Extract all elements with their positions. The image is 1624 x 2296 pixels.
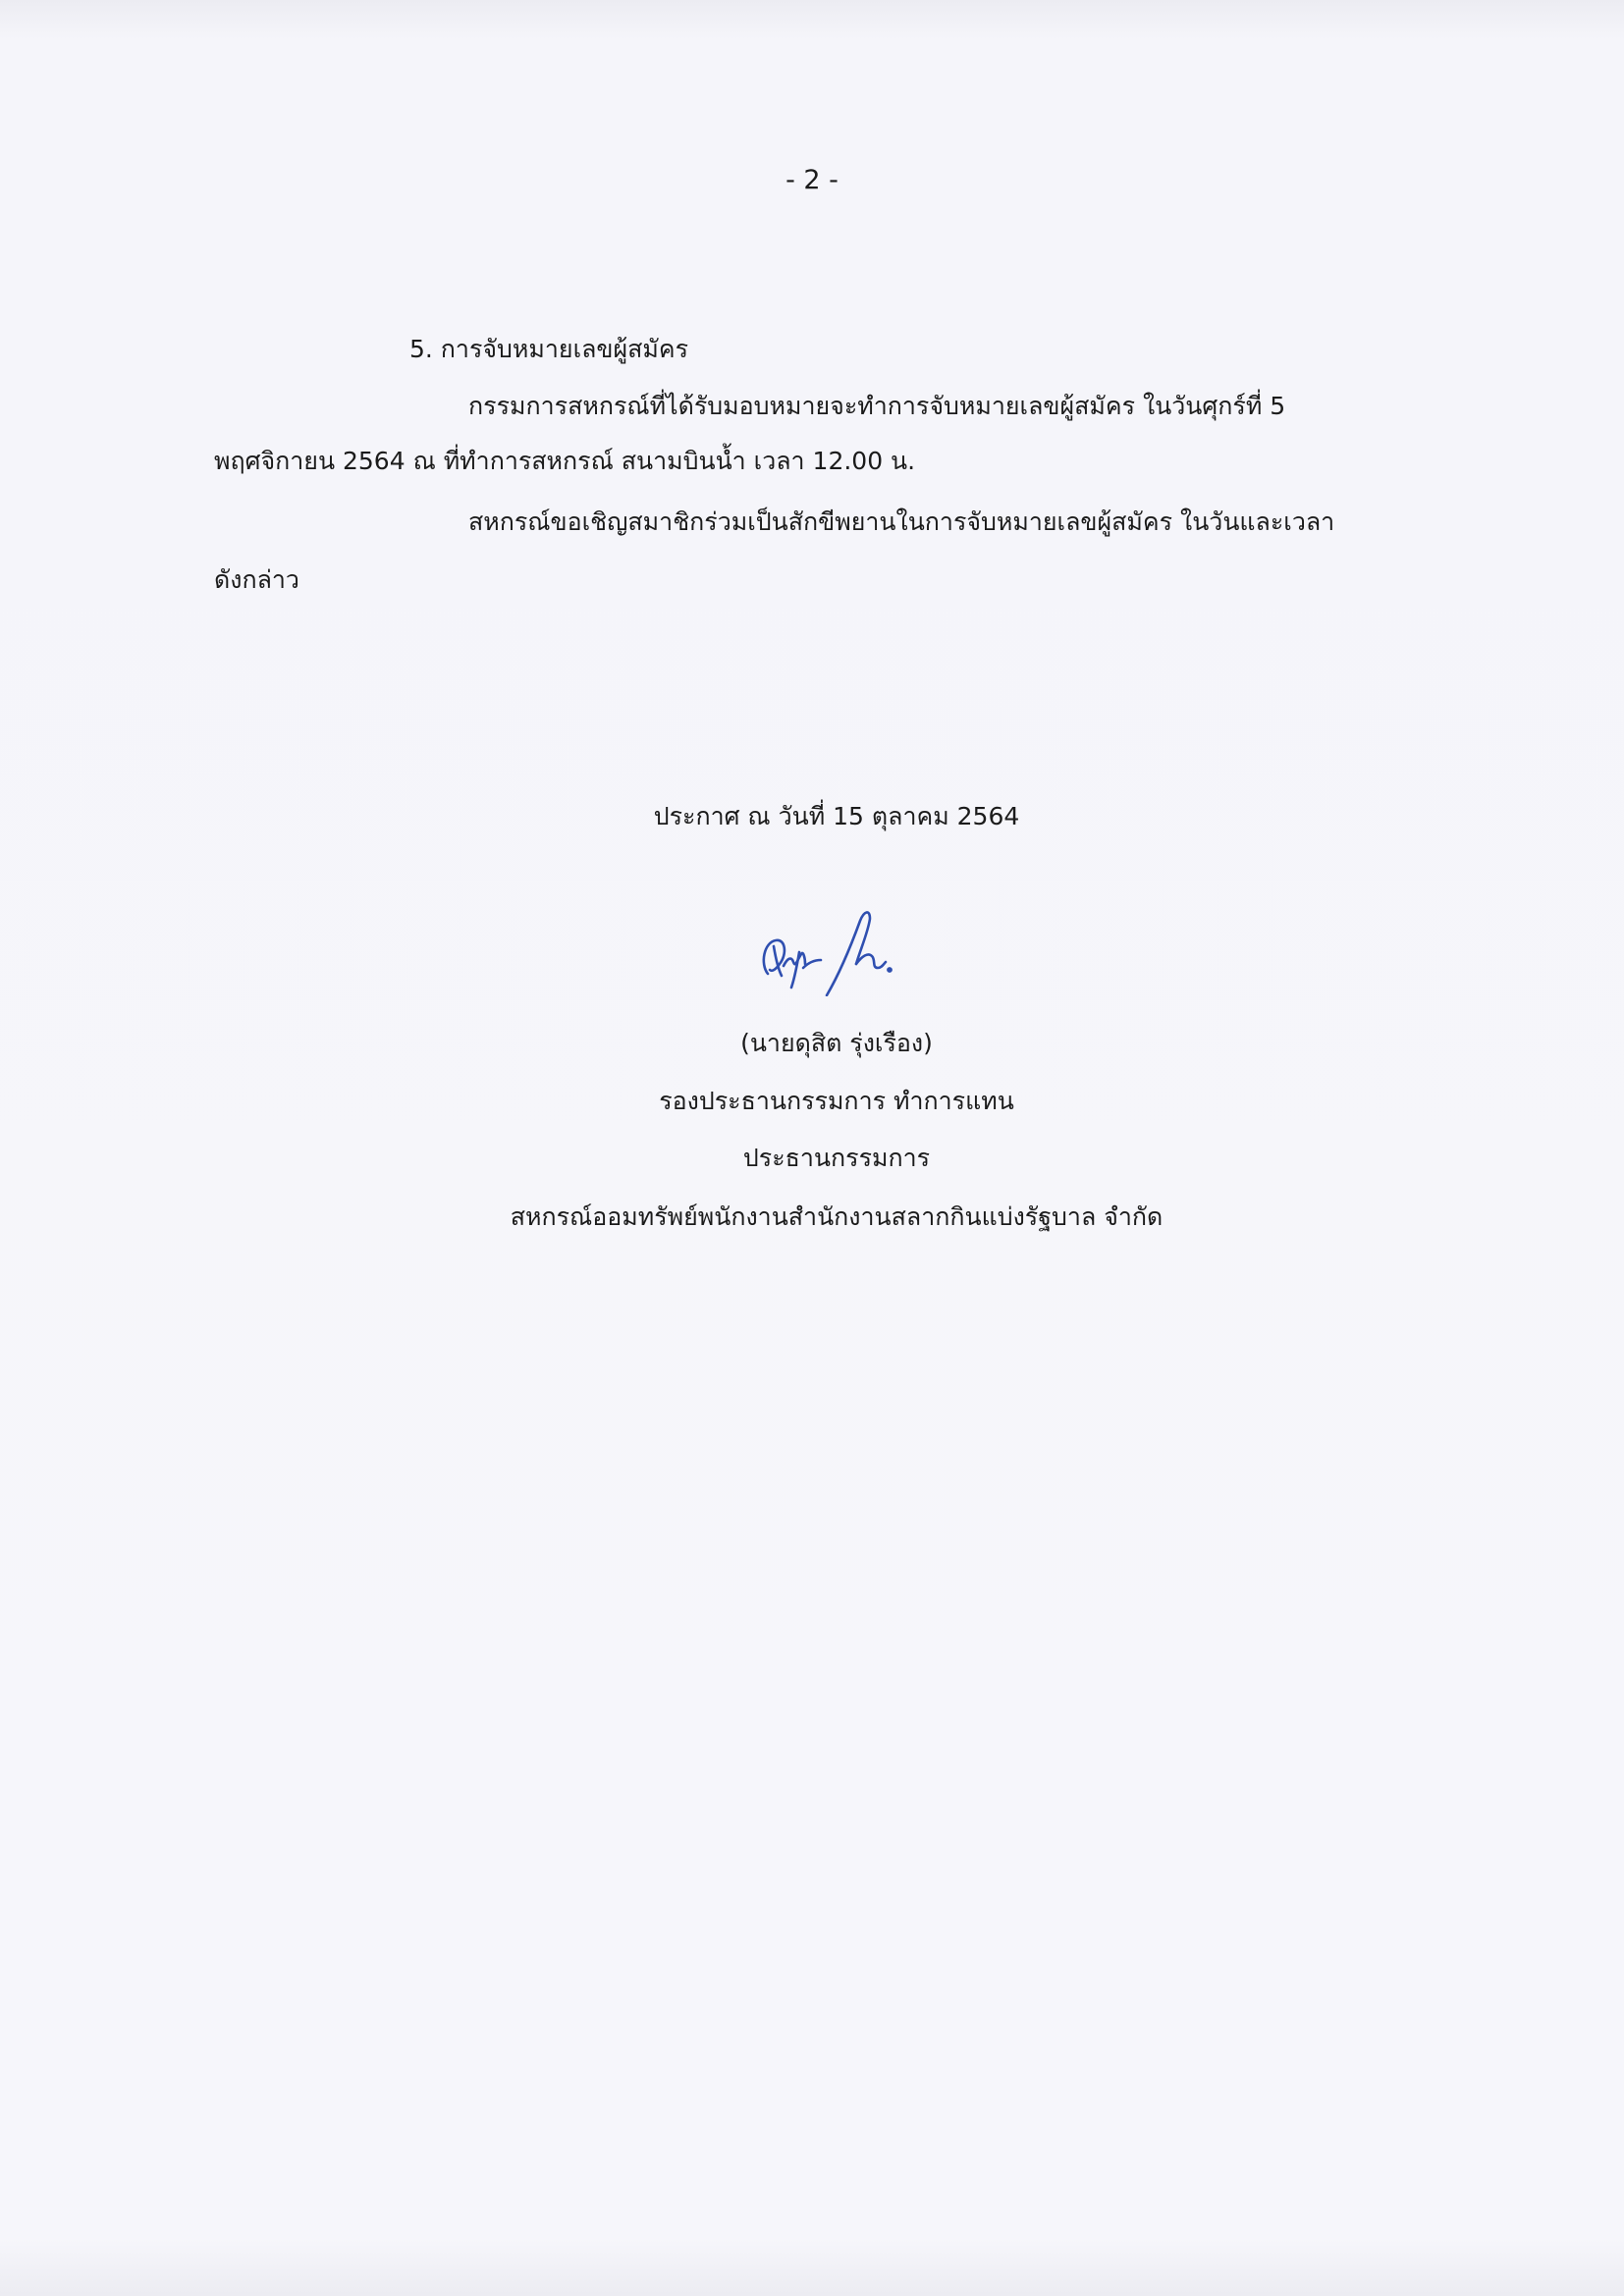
signer-name: (นายดุสิต รุ่งเรือง) [740,1029,933,1057]
paragraph-1-line-2: พฤศจิกายน 2564 ณ ที่ทำการสหกรณ์ สนามบินน้ำ เวลา 12.00 น. [214,447,916,475]
announcement-date: ประกาศ ณ วันที่ 15 ตุลาคม 2564 [653,802,1020,830]
signer-title-line-1: รองประธานกรรมการ ทำการแทน [659,1087,1014,1115]
organization-name: สหกรณ์ออมทรัพย์พนักงานสำนักงานสลากกินแบ่งรัฐบาล จำกัด [510,1202,1164,1231]
signer-title-line-2: ประธานกรรมการ [742,1144,931,1172]
handwritten-signature [746,903,918,996]
paragraph-2-line-1: สหกรณ์ขอเชิญสมาชิกร่วมเป็นสักขีพยานในการจับหมายเลขผู้สมัคร ในวันและเวลา [468,507,1335,536]
paragraph-2-line-2: ดังกล่าว [214,565,299,594]
paragraph-1-line-1: กรรมการสหกรณ์ที่ได้รับมอบหมายจะทำการจับหมายเลขผู้สมัคร ในวันศุกร์ที่ 5 [468,392,1286,420]
page-number: - 2 - [785,165,839,195]
section-heading: 5. การจับหมายเลขผู้สมัคร [409,335,689,363]
